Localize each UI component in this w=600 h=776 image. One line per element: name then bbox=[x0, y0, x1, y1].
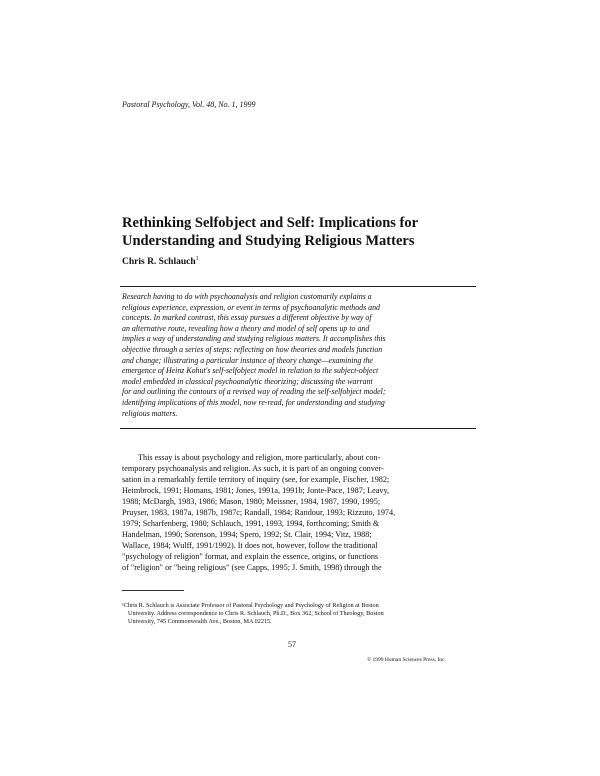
abstract-line: for and outlining the contours of a revised way of reading the self-selfobject model; bbox=[122, 387, 386, 397]
body-line: Pruyser, 1983, 1987a, 1987b, 1987c; Randall, 1984; Randour, 1993; Rizzuto, 1974, bbox=[122, 508, 396, 517]
abstract-line: and change; illustrating a particular instance of theory change—examining the bbox=[122, 355, 373, 365]
abstract-line: religious experience, expression, or event in terms of psychoanalytic methods and bbox=[122, 302, 380, 312]
footnote bbox=[122, 602, 473, 627]
footnote-rule bbox=[122, 590, 184, 591]
abstract-line: Research having to do with psychoanalysis and religion customarily explains a bbox=[122, 292, 372, 301]
body-line: 1988; McDargh, 1983, 1986; Mason, 1980; Meissner, 1984, 1987, 1990, 1995; bbox=[122, 497, 381, 506]
footnote-line: ¹Chris R. Schlauch is Associate Professor of Pastoral Psychology and Psychology of Religion at Boston bbox=[122, 602, 379, 609]
body-line: Wallace, 1984; Wulff, 1991/1992). It does not, however, follow the traditional bbox=[122, 541, 378, 550]
abstract-line: implies a way of understanding and studying religious matters. It accomplishes this bbox=[122, 334, 386, 344]
footnote-line: University, 745 Commonwealth Ave., Boston, MA 02215. bbox=[128, 618, 272, 626]
body-line: Handelman, 1990; Sorenson, 1994; Spero, 1992; St. Clair, 1994; Vitz, 1988; bbox=[122, 530, 372, 539]
body-line: 1979; Scharfenberg, 1980; Schlauch, 1991, 1993, 1994, forthcoming; Smith & bbox=[122, 519, 380, 528]
body-line: of "religion" or "being religious" (see Capps, 1995; J. Smith, 1998) through the bbox=[122, 563, 382, 572]
abstract-line: model embedded in classical psychoanalytic theorizing; discussing the warrant bbox=[122, 376, 373, 386]
abstract-bottom-rule bbox=[120, 428, 476, 429]
body-line: "psychology of religion" format, and explain the essence, origins, or functions bbox=[122, 552, 379, 561]
author-text: Chris R. Schlauch bbox=[122, 257, 196, 268]
journal-citation: Pastoral Psychology, Vol. 48, No. 1, 1999 bbox=[122, 100, 256, 109]
body-line: Heimbrock, 1991; Homans, 1981; Jones, 1991a, 1991b; Jonte-Pace, 1987; Leavy, bbox=[122, 486, 390, 495]
abstract-line: religious matters. bbox=[122, 408, 178, 418]
body-line: temporary psychoanalysis and religion. As such, it is part of an ongoing conver- bbox=[122, 464, 384, 473]
footnote-line: University. Address correspondence to Chris R. Schlauch, Ph.D., Box 362, School of Theology, Boston bbox=[128, 610, 384, 618]
abstract-line: objective through a series of steps: reflecting on how theories and models function bbox=[122, 344, 383, 354]
abstract-line: identifying implications of this model, now re-read, for understanding and studying bbox=[122, 397, 385, 407]
author-footnote-mark: 1 bbox=[195, 256, 199, 262]
title-line: Rethinking Selfobject and Self: Implications for bbox=[122, 215, 419, 231]
article-title bbox=[122, 214, 482, 250]
abstract-line: concepts. In marked contrast, this essay pursues a different objective by way of bbox=[122, 313, 372, 323]
body-line: sation in a remarkably fertile territory of inquiry (see, for example, Fischer, 1982; bbox=[122, 475, 390, 484]
abstract-line: an alternative route, revealing how a theory and model of self opens up to and bbox=[122, 323, 370, 333]
title-line: Understanding and Studying Religious Matters bbox=[122, 233, 415, 249]
abstract bbox=[122, 292, 473, 419]
author-name bbox=[122, 256, 199, 267]
abstract-line: emergence of Heinz Kohut's self-selfobject model in relation to the subject-object bbox=[122, 366, 379, 376]
page-number: 57 bbox=[288, 640, 296, 649]
abstract-top-rule bbox=[120, 286, 476, 287]
body-line: This essay is about psychology and religion, more particularly, about con- bbox=[138, 453, 381, 462]
body-text bbox=[122, 452, 473, 573]
copyright-notice: © 1999 Human Sciences Press, Inc. bbox=[367, 657, 446, 663]
